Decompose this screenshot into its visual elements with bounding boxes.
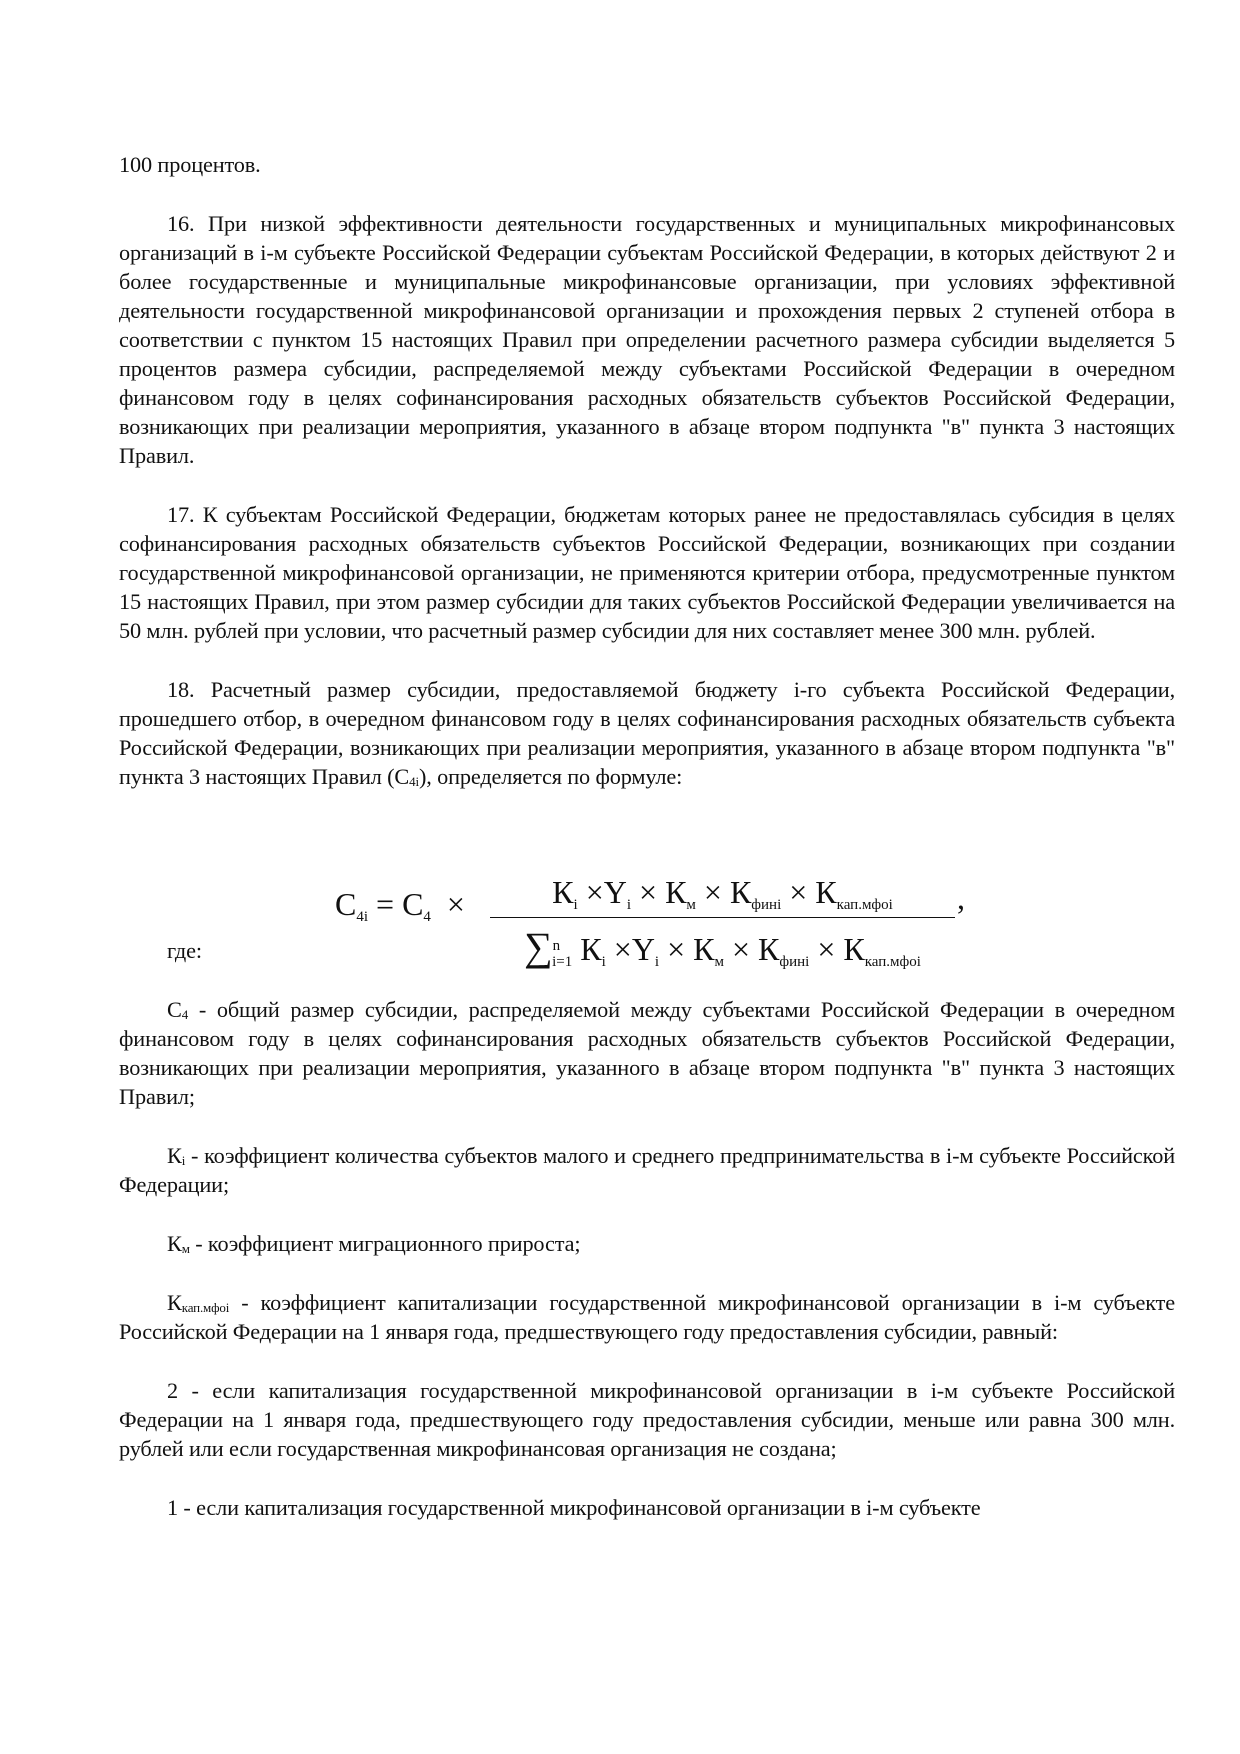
definition-ki: $К_i$ - коэффициент количества субъектов малого и среднего предпринимательства в i-м субъекте Российской Федерации; [119, 1143, 1175, 1197]
fraction-bar [490, 917, 955, 918]
document-page [119, 150, 1175, 1522]
intro-line: 100 процентов. [119, 152, 261, 177]
case-1: 1 - если капитализация государственной микрофинансовой организации в i-м субъекте [167, 1495, 981, 1520]
sigma-icon: ∑ [524, 924, 553, 969]
formula-comma: , [957, 880, 965, 916]
formula-lhs: $С_{4i} = С_4$ × [335, 886, 481, 925]
formula-denominator: ∑$^n_{i=1}$ $К_i \times Y_i \times К_м \times К_{финi} \times К_{кап.мфоi}$ [524, 924, 921, 970]
case-2: 2 - если капитализация государственной микрофинансовой организации в i-м субъекте Российской Федерации на 1 января года, предшествующего году предоставления субсидии, меньше или равна 300 млн. рублей или если государственная микрофинансовая организация не создана; [119, 1378, 1175, 1461]
paragraph-16: 16. При низкой эффективности деятельности государственных и муниципальных микрофинансовых организаций в i-м субъекте Российской Федерации субъектам Российской Федерации, в которых действуют 2 и более государственные и муниципальные микрофинансовые организации, при условиях эффективной деятельности государственной микрофинансовой организации и прохождения первых 2 ступеней отбора в соответствии с пунктом 15 настоящих Правил при определении расчетного размера субсидии выделяется 5 процентов размера субсидии, распределяемой между субъектами Российской Федерации в очередном финансовом году в целях софинансирования расходных обязательств субъектов Российской Федерации, возникающих при реализации мероприятия, указанного в абзаце втором подпункта "в" пункта 3 настоящих Правил. [119, 211, 1175, 468]
paragraph-18: 18. Расчетный размер субсидии, предоставляемой бюджету i-го субъекта Российской Федерации, прошедшего отбор, в очередном финансовом году в целях софинансирования расходных обязательств субъекта Российской Федерации, возникающих при реализации мероприятия, указанного в абзаце втором подпункта "в" пункта 3 настоящих Правил $(С_{4i})$, определяется по формуле: [119, 677, 1175, 789]
definition-kkap: $К_{кап.мфоi}$ - коэффициент капитализации государственной микрофинансовой организации в i-м субъекте Российской Федерации на 1 января года, предшествующего году предоставления субсидии, равный: [119, 1290, 1175, 1344]
paragraph-17: 17. К субъектам Российской Федерации, бюджетам которых ранее не предоставлялась субсидия в целях софинансирования расходных обязательств субъектов Российской Федерации, возникающих при создании государственной микрофинансовой организации, не применяются критерии отбора, предусмотренные пунктом 15 настоящих Правил, при этом размер субсидии для таких субъектов Российской Федерации увеличивается на 50 млн. рублей при условии, что расчетный размер субсидии для них составляет менее 300 млн. рублей. [119, 502, 1175, 643]
definition-c4: $С_4$ - общий размер субсидии, распределяемой между субъектами Российской Федерации в очередном финансовом году в целях софинансирования расходных обязательств субъектов Российской Федерации, возникающих при реализации мероприятия, указанного в абзаце втором подпункта "в" пункта 3 настоящих Правил; [119, 997, 1175, 1109]
definition-km: $К_м$ - коэффициент миграционного прироста; [167, 1231, 581, 1256]
formula-fraction [490, 870, 955, 968]
formula-numerator: $К_i \times Y_i \times К_м \times К_{финi} \times К_{кап.мфоi}$ [552, 874, 893, 913]
where-label: где: [167, 938, 202, 963]
